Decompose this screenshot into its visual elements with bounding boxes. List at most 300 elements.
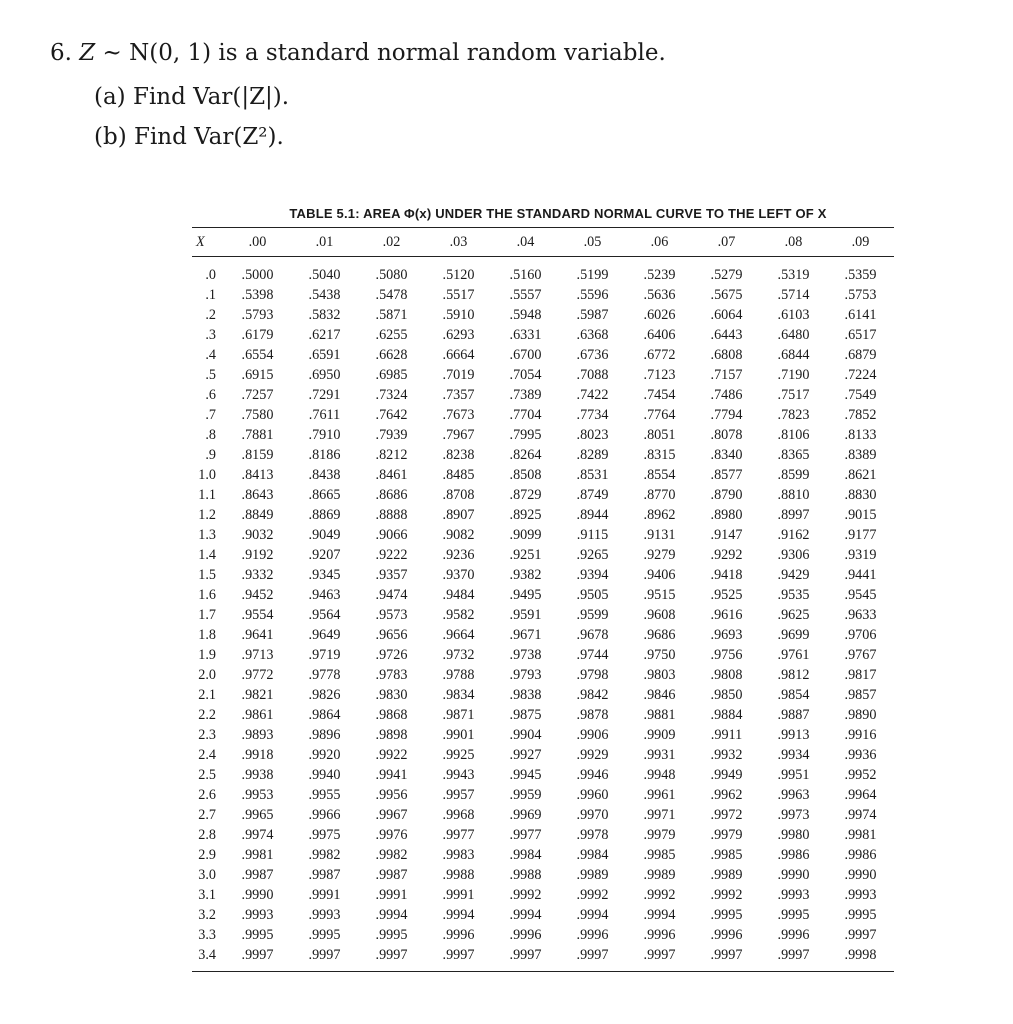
header-col: .00 — [248, 233, 267, 250]
table-cell: .9949 — [710, 767, 743, 783]
table-cell: .9896 — [308, 727, 341, 743]
table-cell: .9966 — [308, 807, 341, 823]
table-cell: .9357 — [375, 567, 408, 583]
table-cell: .9761 — [777, 647, 810, 663]
table-cell: .9608 — [643, 607, 676, 623]
table-cell: .9962 — [710, 787, 743, 803]
table-cell: .8962 — [643, 507, 676, 523]
table-cell: .9997 — [509, 947, 542, 963]
table-cell: .9940 — [308, 767, 341, 783]
table-cell: .9953 — [241, 787, 274, 803]
header-col: .05 — [583, 233, 602, 250]
table-cell: .9842 — [576, 687, 609, 703]
table-cell: .9988 — [509, 867, 542, 883]
table-cell: .6700 — [509, 347, 542, 363]
table-cell: .9993 — [241, 907, 274, 923]
table-cell: .5398 — [241, 287, 274, 303]
table-cell: .9394 — [576, 567, 609, 583]
table-cell: .5040 — [308, 267, 341, 283]
table-row — [192, 565, 894, 585]
table-cell: .9656 — [375, 627, 408, 643]
table-cell: .6808 — [710, 347, 743, 363]
row-label: 3.4 — [198, 947, 216, 963]
table-cell: .9884 — [710, 707, 743, 723]
table-cell: .9265 — [576, 547, 609, 563]
table-cell: .9015 — [844, 507, 877, 523]
table-row — [192, 845, 894, 865]
table-cell: .5160 — [509, 267, 542, 283]
table-cell: .9972 — [710, 807, 743, 823]
table-cell: .9978 — [576, 827, 609, 843]
table-cell: .9545 — [844, 587, 877, 603]
table-cell: .9936 — [844, 747, 877, 763]
table-cell: .9306 — [777, 547, 810, 563]
table-cell: .7422 — [576, 387, 609, 403]
table-cell: .9971 — [643, 807, 676, 823]
table-cell: .8925 — [509, 507, 542, 523]
table-cell: .9992 — [576, 887, 609, 903]
table-cell: .5714 — [777, 287, 810, 303]
table-cell: .8621 — [844, 467, 877, 483]
table-cell: .9952 — [844, 767, 877, 783]
table-cell: .9798 — [576, 667, 609, 683]
header-col: .02 — [382, 233, 401, 250]
table-cell: .9927 — [509, 747, 542, 763]
table-cell: .9996 — [777, 927, 810, 943]
header-col: .07 — [717, 233, 736, 250]
table-row — [192, 257, 894, 286]
table-cell: .9713 — [241, 647, 274, 663]
table-cell: .9990 — [241, 887, 274, 903]
row-label: .7 — [205, 407, 216, 423]
table-cell: .9967 — [375, 807, 408, 823]
table-cell: .9633 — [844, 607, 877, 623]
table-cell: .9192 — [241, 547, 274, 563]
table-cell: .9931 — [643, 747, 676, 763]
table-cell: .8186 — [308, 447, 341, 463]
table-cell: .9115 — [576, 527, 609, 543]
row-label: 2.9 — [198, 847, 216, 863]
table-cell: .9319 — [844, 547, 877, 563]
table-cell: .9992 — [509, 887, 542, 903]
table-cell: .9803 — [643, 667, 676, 683]
table-cell: .8531 — [576, 467, 609, 483]
table-cell: .9970 — [576, 807, 609, 823]
table-cell: .9616 — [710, 607, 743, 623]
table-cell: .7486 — [710, 387, 743, 403]
table-cell: .6179 — [241, 327, 274, 343]
table-cell: .9887 — [777, 707, 810, 723]
table-cell: .7291 — [308, 387, 341, 403]
table-cell: .7852 — [844, 407, 877, 423]
table-cell: .7910 — [308, 427, 341, 443]
table-cell: .9778 — [308, 667, 341, 683]
table-cell: .9162 — [777, 527, 810, 543]
row-label: .6 — [205, 387, 216, 403]
table-cell: .9989 — [643, 867, 676, 883]
table-cell: .9990 — [777, 867, 810, 883]
header-col: .04 — [516, 233, 535, 250]
table-row — [192, 805, 894, 825]
row-label: .0 — [205, 267, 216, 283]
table-cell: .5359 — [844, 267, 877, 283]
table-cell: .9744 — [576, 647, 609, 663]
row-label: .3 — [205, 327, 216, 343]
problem-statement — [50, 40, 666, 150]
table-cell: .5000 — [241, 267, 274, 283]
table-cell: .9986 — [844, 847, 877, 863]
table-cell: .9505 — [576, 587, 609, 603]
table-bottom-rule — [192, 965, 894, 972]
table-cell: .9992 — [643, 887, 676, 903]
table-cell: .9686 — [643, 627, 676, 643]
table-cell: .8315 — [643, 447, 676, 463]
table-cell: .5675 — [710, 287, 743, 303]
table-cell: .6141 — [844, 307, 877, 323]
table-cell: .9984 — [576, 847, 609, 863]
table-cell: .9979 — [710, 827, 743, 843]
table-cell: .9875 — [509, 707, 542, 723]
table-cell: .9934 — [777, 747, 810, 763]
table-cell: .9996 — [509, 927, 542, 943]
table-cell: .9938 — [241, 767, 274, 783]
table-cell: .9989 — [576, 867, 609, 883]
problem-statement-text: ~ N(0, 1) is a standard normal random variable. — [95, 40, 666, 66]
row-label: .4 — [205, 347, 216, 363]
table-cell: .9732 — [442, 647, 475, 663]
table-cell: .5199 — [576, 267, 609, 283]
table-cell: .6736 — [576, 347, 609, 363]
table-cell: .9995 — [844, 907, 877, 923]
table-cell: .9991 — [375, 887, 408, 903]
table-cell: .8869 — [308, 507, 341, 523]
table-cell: .7764 — [643, 407, 676, 423]
table-cell: .9279 — [643, 547, 676, 563]
row-label: 1.2 — [198, 507, 216, 523]
table-cell: .9994 — [442, 907, 475, 923]
table-cell: .8830 — [844, 487, 877, 503]
table-cell: .9236 — [442, 547, 475, 563]
table-cell: .8133 — [844, 427, 877, 443]
table-cell: .9993 — [844, 887, 877, 903]
table-cell: .5438 — [308, 287, 341, 303]
table-cell: .8980 — [710, 507, 743, 523]
table-cell: .8944 — [576, 507, 609, 523]
table-cell: .9332 — [241, 567, 274, 583]
table-cell: .9834 — [442, 687, 475, 703]
table-row — [192, 665, 894, 685]
table-row — [192, 525, 894, 545]
table-cell: .8106 — [777, 427, 810, 443]
table-cell: .6985 — [375, 367, 408, 383]
table-cell: .9997 — [308, 947, 341, 963]
table-cell: .9382 — [509, 567, 542, 583]
table-cell: .9929 — [576, 747, 609, 763]
table-cell: .9564 — [308, 607, 341, 623]
row-label: 2.5 — [198, 767, 216, 783]
table-cell: .9854 — [777, 687, 810, 703]
table-cell: .9922 — [375, 747, 408, 763]
row-label: .1 — [205, 287, 216, 303]
problem-part-a — [94, 84, 666, 110]
table-cell: .8508 — [509, 467, 542, 483]
table-cell: .9699 — [777, 627, 810, 643]
table-cell: .9878 — [576, 707, 609, 723]
problem-variable: Z — [79, 40, 96, 66]
table-cell: .9726 — [375, 647, 408, 663]
table-cell: .9991 — [442, 887, 475, 903]
table-cell: .9983 — [442, 847, 475, 863]
table-cell: .6772 — [643, 347, 676, 363]
table-cell: .9996 — [442, 927, 475, 943]
header-col: .03 — [449, 233, 468, 250]
table-cell: .9911 — [710, 727, 743, 743]
row-label: 1.7 — [198, 607, 216, 623]
row-label: 2.6 — [198, 787, 216, 803]
table-cell: .8438 — [308, 467, 341, 483]
table-row — [192, 445, 894, 465]
table-cell: .5517 — [442, 287, 475, 303]
table-cell: .9649 — [308, 627, 341, 643]
table-cell: .7123 — [643, 367, 676, 383]
table-row — [192, 585, 894, 605]
table-cell: .9817 — [844, 667, 877, 683]
row-label: 1.4 — [198, 547, 216, 563]
table-cell: .5636 — [643, 287, 676, 303]
table-cell: .8810 — [777, 487, 810, 503]
table-cell: .6443 — [710, 327, 743, 343]
row-label: 2.2 — [198, 707, 216, 723]
table-row — [192, 705, 894, 725]
table-cell: .9868 — [375, 707, 408, 723]
table-cell: .7088 — [576, 367, 609, 383]
table-row — [192, 305, 894, 325]
table-row — [192, 285, 894, 305]
table-cell: .5832 — [308, 307, 341, 323]
table-cell: .9976 — [375, 827, 408, 843]
table-cell: .7881 — [241, 427, 274, 443]
table-cell: .9793 — [509, 667, 542, 683]
table-cell: .7454 — [643, 387, 676, 403]
table-row — [192, 505, 894, 525]
table-cell: .9625 — [777, 607, 810, 623]
table-cell: .6331 — [509, 327, 542, 343]
table-cell: .8907 — [442, 507, 475, 523]
table-cell: .7580 — [241, 407, 274, 423]
table-cell: .9066 — [375, 527, 408, 543]
table-cell: .9955 — [308, 787, 341, 803]
table-cell: .9987 — [308, 867, 341, 883]
table-cell: .7190 — [777, 367, 810, 383]
table-cell: .8078 — [710, 427, 743, 443]
table-cell: .9977 — [442, 827, 475, 843]
table-cell: .9998 — [844, 947, 877, 963]
table-cell: .9997 — [442, 947, 475, 963]
table-row — [192, 345, 894, 365]
header-col: .01 — [315, 233, 334, 250]
table-cell: .9974 — [844, 807, 877, 823]
table-cell: .9993 — [777, 887, 810, 903]
table-cell: .9535 — [777, 587, 810, 603]
part-b-text: Find Var(Z²). — [133, 124, 284, 150]
table-cell: .9980 — [777, 827, 810, 843]
table-row — [192, 725, 894, 745]
row-label: 2.8 — [198, 827, 216, 843]
table-row — [192, 885, 894, 905]
table-cell: .9452 — [241, 587, 274, 603]
table-cell: .9864 — [308, 707, 341, 723]
table-cell: .8554 — [643, 467, 676, 483]
table-cell: .7517 — [777, 387, 810, 403]
table-cell: .9904 — [509, 727, 542, 743]
table-row — [192, 425, 894, 445]
header-col: .08 — [784, 233, 803, 250]
table-cell: .9988 — [442, 867, 475, 883]
row-label: 3.0 — [198, 867, 216, 883]
table-cell: .6217 — [308, 327, 341, 343]
table-cell: .8729 — [509, 487, 542, 503]
table-cell: .7019 — [442, 367, 475, 383]
table-cell: .9846 — [643, 687, 676, 703]
table-cell: .9641 — [241, 627, 274, 643]
table-cell: .9991 — [308, 887, 341, 903]
table-cell: .8413 — [241, 467, 274, 483]
table-cell: .9750 — [643, 647, 676, 663]
table-cell: .9963 — [777, 787, 810, 803]
table-cell: .9738 — [509, 647, 542, 663]
table-cell: .7611 — [308, 407, 341, 423]
table-cell: .9960 — [576, 787, 609, 803]
table-cell: .6255 — [375, 327, 408, 343]
table-row — [192, 545, 894, 565]
table-cell: .9429 — [777, 567, 810, 583]
row-label: .5 — [205, 367, 216, 383]
table-cell: .7324 — [375, 387, 408, 403]
table-cell: .9554 — [241, 607, 274, 623]
table-cell: .6879 — [844, 347, 877, 363]
table-cell: .9441 — [844, 567, 877, 583]
table-cell: .9997 — [241, 947, 274, 963]
table-cell: .9997 — [844, 927, 877, 943]
table-cell: .9756 — [710, 647, 743, 663]
table-cell: .9893 — [241, 727, 274, 743]
table-cell: .9463 — [308, 587, 341, 603]
table-cell: .9997 — [710, 947, 743, 963]
table-cell: .8708 — [442, 487, 475, 503]
row-label: 1.6 — [198, 587, 216, 603]
table-cell: .9982 — [308, 847, 341, 863]
table-cell: .8212 — [375, 447, 408, 463]
row-label: 1.3 — [198, 527, 216, 543]
table-row — [192, 745, 894, 765]
table-cell: .9222 — [375, 547, 408, 563]
table-cell: .9678 — [576, 627, 609, 643]
row-label: 3.3 — [198, 927, 216, 943]
table-cell: .8770 — [643, 487, 676, 503]
table-cell: .9808 — [710, 667, 743, 683]
table-cell: .9965 — [241, 807, 274, 823]
table-cell: .9082 — [442, 527, 475, 543]
table-cell: .9997 — [375, 947, 408, 963]
table-cell: .9945 — [509, 767, 542, 783]
table-cell: .8577 — [710, 467, 743, 483]
table-cell: .9871 — [442, 707, 475, 723]
table-row — [192, 925, 894, 945]
table-cell: .9484 — [442, 587, 475, 603]
table-cell: .8888 — [375, 507, 408, 523]
table-cell: .5120 — [442, 267, 475, 283]
table-cell: .8749 — [576, 487, 609, 503]
table-cell: .9987 — [241, 867, 274, 883]
table-row — [192, 905, 894, 925]
table-row — [192, 485, 894, 505]
table-row — [192, 625, 894, 645]
table-cell: .7939 — [375, 427, 408, 443]
table-cell: .5080 — [375, 267, 408, 283]
table-cell: .5596 — [576, 287, 609, 303]
table-cell: .6293 — [442, 327, 475, 343]
table-cell: .9861 — [241, 707, 274, 723]
table-cell: .5239 — [643, 267, 676, 283]
table-cell: .9719 — [308, 647, 341, 663]
table-row — [192, 605, 894, 625]
table-cell: .8997 — [777, 507, 810, 523]
table-cell: .8023 — [576, 427, 609, 443]
row-label: 2.7 — [198, 807, 216, 823]
row-label: 1.0 — [198, 467, 216, 483]
table-cell: .9370 — [442, 567, 475, 583]
table-row — [192, 365, 894, 385]
table-cell: .9961 — [643, 787, 676, 803]
table-cell: .9830 — [375, 687, 408, 703]
table-cell: .8159 — [241, 447, 274, 463]
table-cell: .9989 — [710, 867, 743, 883]
table-cell: .9525 — [710, 587, 743, 603]
table-cell: .6554 — [241, 347, 274, 363]
table-cell: .9913 — [777, 727, 810, 743]
table-cell: .8686 — [375, 487, 408, 503]
table-cell: .8264 — [509, 447, 542, 463]
table-cell: .9925 — [442, 747, 475, 763]
table-cell: .9474 — [375, 587, 408, 603]
table-cell: .9982 — [375, 847, 408, 863]
row-label: 1.9 — [198, 647, 216, 663]
table-row — [192, 785, 894, 805]
table-cell: .7823 — [777, 407, 810, 423]
table-cell: .6103 — [777, 307, 810, 323]
table-cell: .6844 — [777, 347, 810, 363]
table-cell: .9975 — [308, 827, 341, 843]
table-cell: .7224 — [844, 367, 877, 383]
table-cell: .9906 — [576, 727, 609, 743]
table-cell: .9890 — [844, 707, 877, 723]
table-cell: .9049 — [308, 527, 341, 543]
table-cell: .9977 — [509, 827, 542, 843]
table-cell: .9909 — [643, 727, 676, 743]
table-cell: .9984 — [509, 847, 542, 863]
table-cell: .7389 — [509, 387, 542, 403]
table-row — [192, 945, 894, 965]
table-cell: .8461 — [375, 467, 408, 483]
row-label: .2 — [205, 307, 216, 323]
row-label: 2.0 — [198, 667, 216, 683]
table-cell: .9957 — [442, 787, 475, 803]
table-cell: .9767 — [844, 647, 877, 663]
table-cell: .9920 — [308, 747, 341, 763]
table-cell: .5753 — [844, 287, 877, 303]
table-cell: .9996 — [710, 927, 743, 943]
table-cell: .5948 — [509, 307, 542, 323]
